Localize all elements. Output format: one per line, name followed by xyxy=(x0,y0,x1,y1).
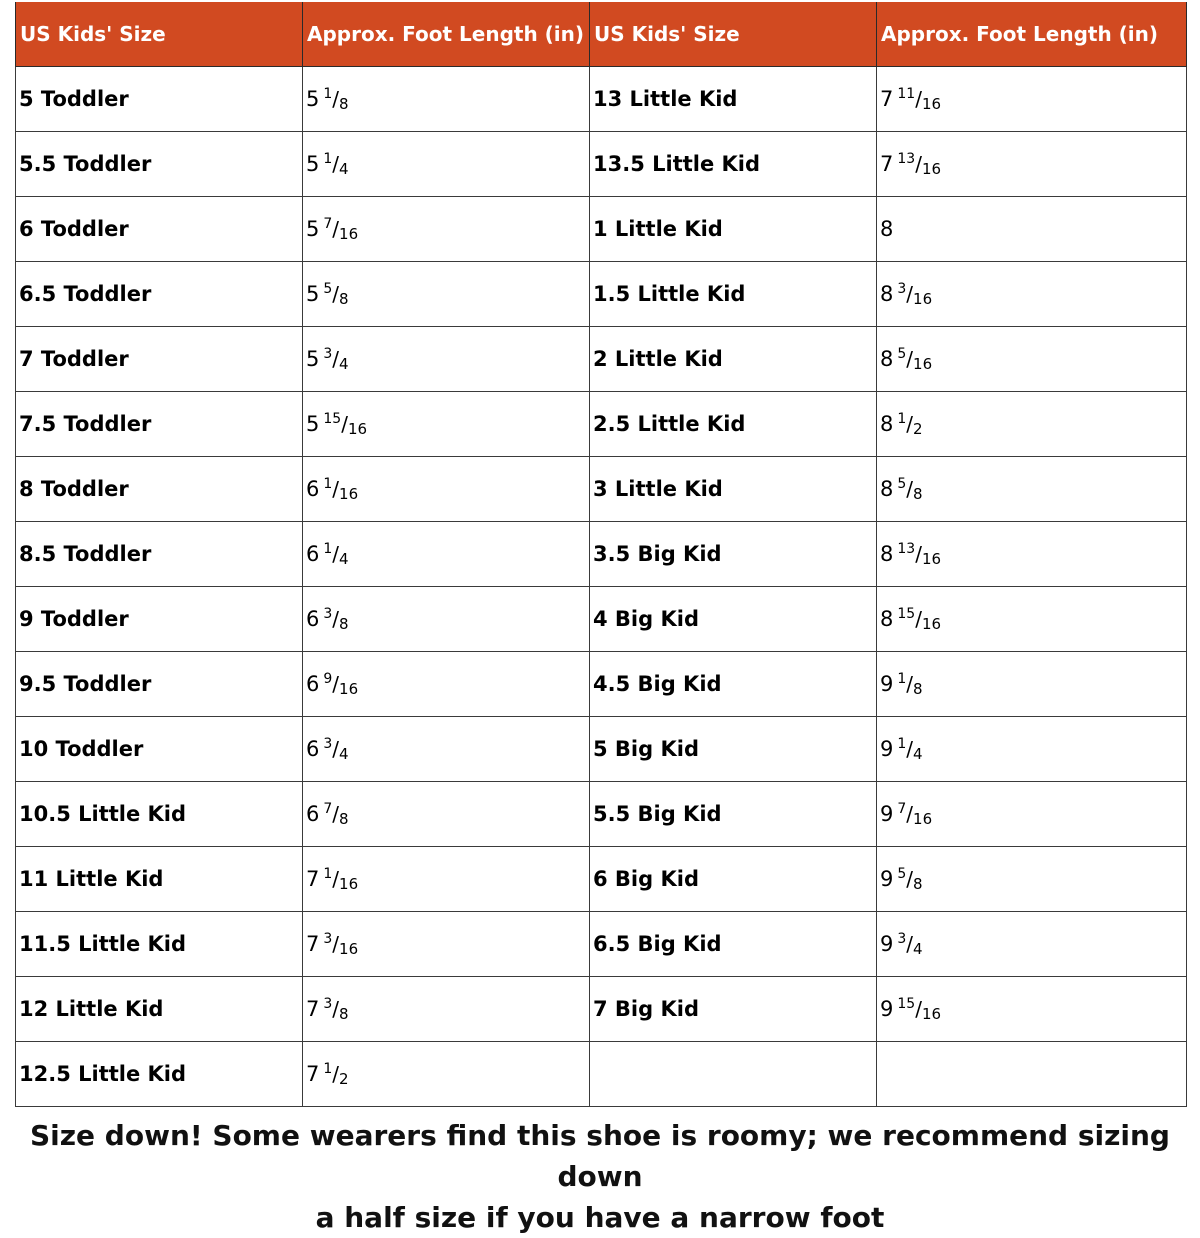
table-row xyxy=(16,67,1187,132)
length-denominator: 16 xyxy=(339,679,359,698)
length-numerator: 15 xyxy=(897,995,916,1012)
foot-length-cell-right xyxy=(877,67,1187,132)
foot-length-cell-right xyxy=(877,977,1187,1042)
foot-length-cell-right xyxy=(877,912,1187,977)
length-whole: 6 xyxy=(306,736,320,761)
length-numerator: 7 xyxy=(323,800,333,817)
foot-length-cell-left xyxy=(303,197,590,262)
foot-length-cell-left xyxy=(303,717,590,782)
size-cell-left: 8 Toddler xyxy=(16,457,303,522)
length-whole: 8 xyxy=(880,346,894,371)
length-denominator: 16 xyxy=(921,159,942,178)
size-cell-right: 2.5 Little Kid xyxy=(590,392,877,457)
length-numerator: 5 xyxy=(897,345,907,362)
length-whole: 7 xyxy=(306,931,320,956)
size-cell-left: 6 Toddler xyxy=(16,197,303,262)
foot-length-cell-right xyxy=(877,132,1187,197)
table-row xyxy=(16,262,1187,327)
length-numerator: 1 xyxy=(323,475,333,492)
table-row xyxy=(16,327,1187,392)
length-denominator: 16 xyxy=(921,94,942,113)
length-numerator: 1 xyxy=(323,540,333,557)
fraction-slash: / xyxy=(915,86,922,111)
length-whole: 8 xyxy=(880,281,894,306)
size-cell-left: 9 Toddler xyxy=(16,587,303,652)
length-denominator: 4 xyxy=(339,549,349,568)
length-whole: 9 xyxy=(880,931,894,956)
foot-length-cell-left xyxy=(303,327,590,392)
size-cell-right: 1.5 Little Kid xyxy=(590,262,877,327)
table-row xyxy=(16,197,1187,262)
length-whole: 9 xyxy=(880,996,894,1021)
size-cell-left: 7.5 Toddler xyxy=(16,392,303,457)
table-row xyxy=(16,132,1187,197)
length-whole: 6 xyxy=(306,801,320,826)
foot-length-cell-left xyxy=(303,522,590,587)
length-numerator: 1 xyxy=(897,410,907,427)
length-denominator: 8 xyxy=(339,809,349,828)
length-numerator: 13 xyxy=(897,540,916,557)
header-foot-length-right: Approx. Foot Length (in) xyxy=(877,2,1187,67)
fraction-slash: / xyxy=(341,411,348,436)
length-whole: 5 xyxy=(306,151,320,176)
length-numerator: 1 xyxy=(323,865,333,882)
length-whole: 7 xyxy=(306,1061,320,1086)
foot-length-cell-right xyxy=(877,327,1187,392)
length-denominator: 4 xyxy=(339,159,349,178)
length-numerator: 3 xyxy=(897,930,907,947)
table-row xyxy=(16,457,1187,522)
foot-length-cell-left xyxy=(303,912,590,977)
length-denominator: 8 xyxy=(339,289,349,308)
length-whole: 7 xyxy=(306,996,320,1021)
fraction-slash: / xyxy=(332,931,340,956)
size-cell-right: 13.5 Little Kid xyxy=(590,132,877,197)
size-cell-left: 11 Little Kid xyxy=(16,847,303,912)
length-numerator: 15 xyxy=(897,605,916,622)
length-whole: 6 xyxy=(306,606,320,631)
length-denominator: 16 xyxy=(913,289,933,308)
size-cell-right: 6.5 Big Kid xyxy=(590,912,877,977)
fraction-slash: / xyxy=(332,151,340,176)
table-row xyxy=(16,522,1187,587)
size-chart-table xyxy=(15,2,1187,1107)
size-cell-right: 13 Little Kid xyxy=(590,67,877,132)
length-whole: 6 xyxy=(306,671,320,696)
size-cell-right: 6 Big Kid xyxy=(590,847,877,912)
fraction-slash: / xyxy=(332,866,340,891)
fraction-slash: / xyxy=(332,606,340,631)
length-denominator: 8 xyxy=(339,94,349,113)
foot-length-cell-right xyxy=(877,522,1187,587)
size-cell-left: 6.5 Toddler xyxy=(16,262,303,327)
fraction-slash: / xyxy=(906,281,914,306)
length-whole: 5 xyxy=(306,411,320,436)
size-cell-left: 10 Toddler xyxy=(16,717,303,782)
length-whole: 7 xyxy=(880,86,894,111)
length-denominator: 8 xyxy=(913,484,923,503)
fraction-slash: / xyxy=(332,541,340,566)
size-cell-right: 5.5 Big Kid xyxy=(590,782,877,847)
length-numerator: 1 xyxy=(323,1060,333,1077)
table-body xyxy=(16,67,1187,1107)
table-row xyxy=(16,977,1187,1042)
foot-length-cell-right xyxy=(877,652,1187,717)
table-row xyxy=(16,652,1187,717)
foot-length-cell-right xyxy=(877,392,1187,457)
fraction-slash: / xyxy=(906,671,914,696)
length-numerator: 3 xyxy=(323,605,333,622)
length-numerator: 7 xyxy=(897,800,907,817)
size-cell-right xyxy=(590,1042,877,1107)
size-cell-left: 12 Little Kid xyxy=(16,977,303,1042)
length-whole: 8 xyxy=(880,411,894,436)
foot-length-cell-left xyxy=(303,262,590,327)
fraction-slash: / xyxy=(906,931,914,956)
foot-length-cell-left xyxy=(303,847,590,912)
length-numerator: 3 xyxy=(323,735,333,752)
header-us-kids-size-right: US Kids' Size xyxy=(590,2,877,67)
foot-length-cell-left xyxy=(303,132,590,197)
length-denominator: 8 xyxy=(913,679,923,698)
length-numerator: 3 xyxy=(323,995,333,1012)
header-us-kids-size-left: US Kids' Size xyxy=(16,2,303,67)
length-denominator: 16 xyxy=(339,939,359,958)
length-whole: 9 xyxy=(880,671,894,696)
fraction-slash: / xyxy=(332,671,340,696)
length-denominator: 16 xyxy=(347,419,368,438)
fraction-slash: / xyxy=(915,541,922,566)
length-denominator: 8 xyxy=(913,874,923,893)
size-cell-right: 3 Little Kid xyxy=(590,457,877,522)
size-cell-left: 9.5 Toddler xyxy=(16,652,303,717)
size-cell-right: 5 Big Kid xyxy=(590,717,877,782)
foot-length-cell-right xyxy=(877,717,1187,782)
table-row xyxy=(16,782,1187,847)
foot-length-cell-left xyxy=(303,457,590,522)
length-whole: 9 xyxy=(880,801,894,826)
length-numerator: 1 xyxy=(323,85,333,102)
length-denominator: 16 xyxy=(339,224,359,243)
size-cell-left: 7 Toddler xyxy=(16,327,303,392)
fraction-slash: / xyxy=(906,411,914,436)
length-numerator: 5 xyxy=(897,865,907,882)
length-denominator: 4 xyxy=(339,744,349,763)
fraction-slash: / xyxy=(906,476,914,501)
foot-length-cell-left xyxy=(303,1042,590,1107)
table-row xyxy=(16,717,1187,782)
fraction-slash: / xyxy=(915,606,922,631)
size-cell-left: 5.5 Toddler xyxy=(16,132,303,197)
fraction-slash: / xyxy=(906,866,914,891)
size-cell-right: 1 Little Kid xyxy=(590,197,877,262)
size-cell-right: 7 Big Kid xyxy=(590,977,877,1042)
table-row xyxy=(16,587,1187,652)
length-denominator: 4 xyxy=(913,744,923,763)
length-whole: 7 xyxy=(880,151,894,176)
length-whole: 8 xyxy=(880,476,894,501)
length-denominator: 16 xyxy=(921,614,942,633)
foot-length-cell-right xyxy=(877,457,1187,522)
length-whole: 5 xyxy=(306,281,320,306)
length-numerator: 3 xyxy=(323,930,333,947)
length-numerator: 1 xyxy=(897,670,907,687)
length-numerator: 7 xyxy=(323,215,333,232)
fraction-slash: / xyxy=(332,346,340,371)
size-cell-left: 8.5 Toddler xyxy=(16,522,303,587)
length-denominator: 16 xyxy=(913,809,933,828)
foot-length-cell-left xyxy=(303,67,590,132)
length-denominator: 4 xyxy=(913,939,923,958)
fraction-slash: / xyxy=(332,996,340,1021)
length-whole: 7 xyxy=(306,866,320,891)
table-row xyxy=(16,1042,1187,1107)
length-whole: 9 xyxy=(880,736,894,761)
length-denominator: 16 xyxy=(339,484,359,503)
foot-length-cell-left xyxy=(303,782,590,847)
length-numerator: 5 xyxy=(323,280,333,297)
size-cell-right: 4.5 Big Kid xyxy=(590,652,877,717)
length-whole: 5 xyxy=(306,86,320,111)
table-row xyxy=(16,912,1187,977)
length-whole: 5 xyxy=(306,216,320,241)
fraction-slash: / xyxy=(332,736,340,761)
size-cell-right: 3.5 Big Kid xyxy=(590,522,877,587)
size-cell-right: 2 Little Kid xyxy=(590,327,877,392)
length-whole: 8 xyxy=(880,217,894,241)
length-whole: 8 xyxy=(880,606,894,631)
fraction-slash: / xyxy=(915,151,922,176)
length-numerator: 3 xyxy=(323,345,333,362)
size-cell-left: 11.5 Little Kid xyxy=(16,912,303,977)
header-foot-length-left: Approx. Foot Length (in) xyxy=(303,2,590,67)
length-denominator: 16 xyxy=(913,354,933,373)
foot-length-cell-right xyxy=(877,197,1187,262)
length-numerator: 9 xyxy=(323,670,333,687)
header-row xyxy=(16,2,1187,67)
fraction-slash: / xyxy=(906,801,914,826)
size-cell-right: 4 Big Kid xyxy=(590,587,877,652)
table-row xyxy=(16,392,1187,457)
fraction-slash: / xyxy=(332,86,340,111)
fraction-slash: / xyxy=(332,476,340,501)
length-whole: 5 xyxy=(306,346,320,371)
size-cell-left: 10.5 Little Kid xyxy=(16,782,303,847)
foot-length-cell-right xyxy=(877,262,1187,327)
length-whole: 6 xyxy=(306,541,320,566)
length-numerator: 13 xyxy=(897,150,916,167)
fraction-slash: / xyxy=(906,346,914,371)
fraction-slash: / xyxy=(332,801,340,826)
length-denominator: 8 xyxy=(339,614,349,633)
fraction-slash: / xyxy=(332,216,340,241)
fraction-slash: / xyxy=(332,281,340,306)
foot-length-cell-right xyxy=(877,1042,1187,1107)
length-numerator: 1 xyxy=(323,150,333,167)
foot-length-cell-right xyxy=(877,587,1187,652)
foot-length-cell-right xyxy=(877,782,1187,847)
sizing-advice-note xyxy=(0,1115,1200,1238)
length-whole: 8 xyxy=(880,541,894,566)
length-numerator: 1 xyxy=(897,735,907,752)
sizing-advice-line-2: a half size if you have a narrow foot xyxy=(315,1201,885,1234)
foot-length-cell-left xyxy=(303,977,590,1042)
length-denominator: 2 xyxy=(339,1069,349,1088)
length-denominator: 4 xyxy=(339,354,349,373)
length-denominator: 16 xyxy=(921,1004,942,1023)
fraction-slash: / xyxy=(332,1061,340,1086)
length-whole: 6 xyxy=(306,476,320,501)
length-whole: 9 xyxy=(880,866,894,891)
length-denominator: 2 xyxy=(913,419,923,438)
table-row xyxy=(16,847,1187,912)
fraction-slash: / xyxy=(915,996,922,1021)
size-cell-left: 12.5 Little Kid xyxy=(16,1042,303,1107)
length-numerator: 15 xyxy=(323,410,342,427)
size-cell-left: 5 Toddler xyxy=(16,67,303,132)
length-numerator: 5 xyxy=(897,475,907,492)
length-numerator: 3 xyxy=(897,280,907,297)
sizing-advice-line-1: Size down! Some wearers find this shoe is roomy; we recommend sizing down xyxy=(30,1119,1170,1193)
foot-length-cell-left xyxy=(303,587,590,652)
foot-length-cell-left xyxy=(303,392,590,457)
foot-length-cell-right xyxy=(877,847,1187,912)
length-numerator: 11 xyxy=(897,85,916,102)
length-denominator: 16 xyxy=(339,874,359,893)
length-denominator: 16 xyxy=(921,549,942,568)
length-denominator: 8 xyxy=(339,1004,349,1023)
fraction-slash: / xyxy=(906,736,914,761)
foot-length-cell-left xyxy=(303,652,590,717)
